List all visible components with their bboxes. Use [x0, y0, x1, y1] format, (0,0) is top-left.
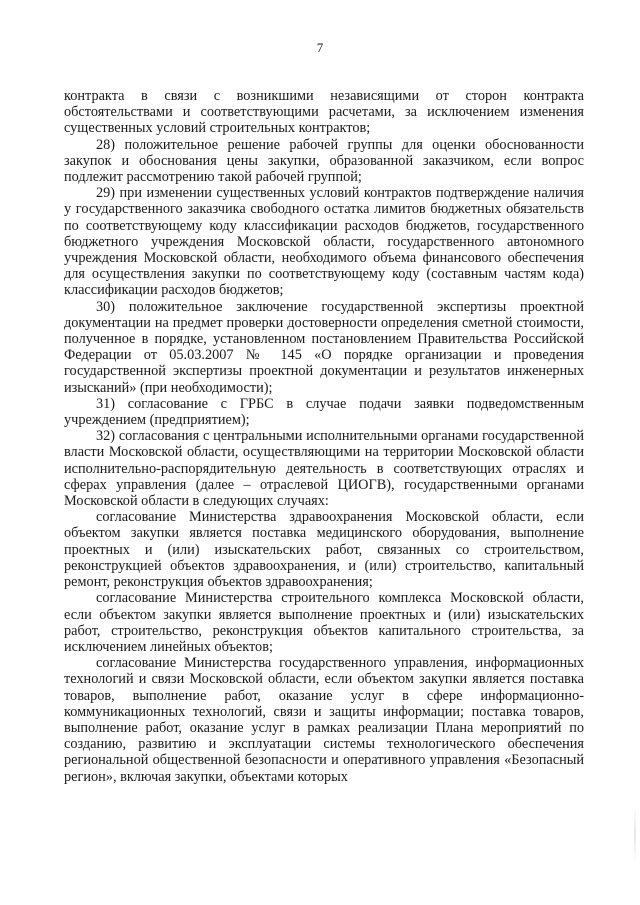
paragraph-item-29: 29) при изменении существенных условий контрактов подтверждение наличия у государственного заказчика свободного остатка лимитов бюджетных обязательств по соответствующему коду классификации расходов бюджетов, государственного бюджетного учреждения Московской области, государственного автономного учреждения Московской области, необходимого объема финансового обеспечения для осуществления закупки по соответствующему коду (составным частям кода) классификации расходов бюджетов; [64, 185, 584, 299]
paragraph-item-30: 30) положительное заключение государственной экспертизы проектной документации на предмет проверки достоверности определения сметной стоимости, полученное в порядке, установленном постановлением Правительства Российской Федерации от 05.03.2007 № 145 «О порядке организации и проведения государственной экспертизы проектной документации и результатов инженерных изысканий» (при необходимости); [64, 298, 584, 396]
paragraph-it-ministry: согласование Министерства государственного управления, информационных технологий и связи Московской области, если объектом закупки является поставка товаров, выполнение работ, оказание услуг в сфере информационно-коммуникационных технологий, связи и защиты информации; поставка товаров, выполнение работ, оказание услуг в рамках реализации Плана мероприятий по созданию, развитию и эксплуатации системы технологического обеспечения региональной общественной безопасности и оперативного управления «Безопасный регион», включая закупки, объектами которых [64, 655, 584, 785]
document-body [64, 88, 584, 785]
scan-edge-artifact [634, 805, 636, 865]
paragraph-construction-ministry: согласование Министерства строительного комплекса Московской области, если объектом закупки является выполнение проектных и (или) изыскательских работ, строительство, реконструкция объектов капитального строительства, за исключением линейных объектов; [64, 590, 584, 655]
paragraph-health-ministry: согласование Министерства здравоохранения Московской области, если объектом закупки является поставка медицинского оборудования, выполнение проектных и (или) изыскательских работ, связанных со строительством, реконструкцией объектов здравоохранения, и (или) строительство, капитальный ремонт, реконструкция объектов здравоохранения; [64, 509, 584, 591]
paragraph-item-28: 28) положительное решение рабочей группы для оценки обоснованности закупок и обоснования цены закупки, образованной заказчиком, если вопрос подлежит рассмотрению такой рабочей группой; [64, 136, 584, 186]
paragraph-item-31: 31) согласование с ГРБС в случае подачи заявки подведомственным учреждением (предприятием); [64, 395, 584, 429]
paragraph-item-32: 32) согласования с центральными исполнительными органами государственной власти Московской области, осуществляющими на территории Московской области исполнительно-распорядительную деятельность в соответствующих отраслях и сферах управления (далее – отраслевой ЦИОГВ), государственными органами Московской области в следующих случаях: [64, 428, 584, 510]
paragraph-continuation: контракта в связи с возникшими независящими от сторон контракта обстоятельствами и соответствующими расчетами, за исключением изменения существенных условий строительных контрактов; [64, 88, 584, 137]
page-number: 7 [316, 40, 324, 55]
